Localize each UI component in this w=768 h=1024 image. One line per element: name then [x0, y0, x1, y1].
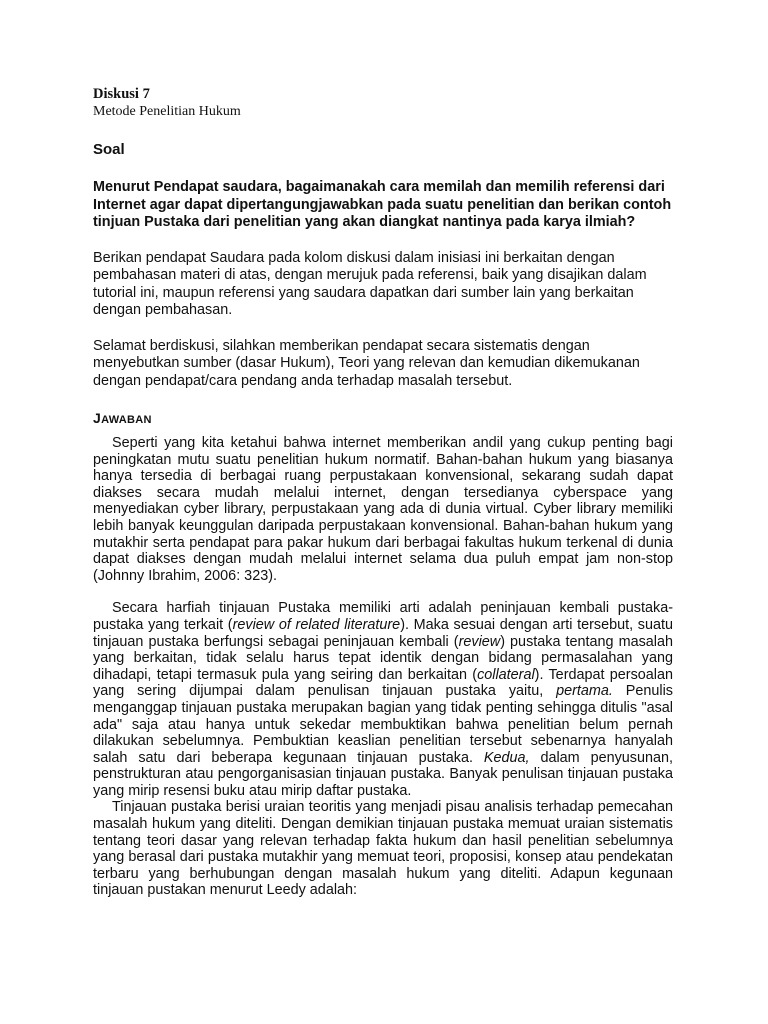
jawaban-heading [93, 410, 673, 426]
text-run: ) pustaka tentang masalah yang berkaitan, tidak selalu harus tepat identik dengan bidang permasalahan yang dihadapi, tetapi termasuk pula yang seiring dan berkaitan ( [93, 633, 673, 683]
soal-instruction-2: Selamat berdiskusi, silahkan memberikan pendapat secara sistematis dengan menyebutkan sumber (dasar Hukum), Teori yang relevan dan kemudian dikemukanan dengan pendapat/cara pendang anda terhadap masalah tersebut. [93, 337, 640, 389]
jawaban-heading-rest: AWABAN [101, 414, 152, 426]
italic-run: review [458, 633, 501, 650]
jawaban-paragraph-3: Tinjauan pustaka berisi uraian teoritis yang menjadi pisau analisis terhadap pemecahan masalah hukum yang diteliti. Dengan demikian tinjauan pustaka memuat uraian sistematis tentang teori dasar yang relevan terhadap fakta hukum dan hasil penelitian sebelumnya yang berasal dari pustaka mutakhir yang memuat teori, proposisi, konsep atau pendekatan terbaru yang berhubungan dengan masalah hukum yang diteliti. Adapun kegunaan tinjauan pustakan menurut Leedy adalah: [93, 799, 673, 899]
text-run: ). Maka sesuai dengan arti tersebut, suatu tinjauan pustaka berfungsi sebagai peninjauan kembali ( [93, 616, 674, 650]
text-run: dalam penyusunan, penstrukturan atau pengorganisasian tinjauan pustaka. Banyak penulisan tinjauan pustaka yang mirip resensi buku atau mirip daftar pustaka. [93, 749, 674, 799]
text-run: ). Terdapat persoalan yang sering dijumpai dalam penulisan tinjauan pustaka yaitu, [93, 666, 674, 700]
italic-run: review of related literature [232, 616, 401, 633]
soal-instruction-1: Berikan pendapat Saudara pada kolom diskusi dalam inisiasi ini berkaitan dengan pembahasan materi di atas, dengan merujuk pada referensi, baik yang disajikan dalam tutorial ini, maupun referensi yang saudara dapatkan dari sumber lain yang berkaitan dengan pembahasan. [93, 249, 647, 318]
italic-run: Kedua, [483, 749, 530, 766]
text-run: Penulis menganggap tinjauan pustaka merupakan bagian yang tidak penting sehingga ditulis "asal ada" saja atau hanya untuk sekedar membuktikan bahwa penelitian belum pernah dilakukan sebelumnya. Pembuktian keaslian penelitian tersebut sebenarnya hanyalah salah satu dari beberapa kegunaan tinjauan pustaka. [93, 683, 673, 766]
soal-question: Menurut Pendapat saudara, bagaimanakah cara memilah dan memilih referensi dari Internet agar dapat dipertangungjawabkan pada suatu penelitian dan berikan contoh tinjuan Pustaka dari penelitian yang akan diangkat nantinya pada karya ilmiah? [93, 179, 672, 230]
jawaban-paragraph-2 [93, 600, 673, 799]
document-title: Diskusi 7 [93, 86, 150, 102]
italic-run: pertama. [556, 683, 613, 700]
jawaban-paragraph-1: Seperti yang kita ketahui bahwa internet memberikan andil yang cukup penting bagi peningkatan mutu suatu penelitian hukum normatif. Bahan-bahan hukum yang biasanya hanya tersedia di berbagai ruang perpustakaan konvensional, sekarang sudah dapat diakses secara mudah melalui internet, dengan tersedianya cyberspace yang menyediakan cyber library, perpustakaan yang ada di dunia virtual. Cyber library memiliki lebih banyak keunggulan daripada perpustakaan konvensional. Bahan-bahan hukum yang mutakhir serta pendapat para pakar hukum dari berbagai fakultas hukum terkenal di dunia dapat diakses dengan mudah melalui internet selama dua puluh empat jam non-stop (Johnny Ibrahim, 2006: 323). [93, 435, 673, 584]
document-subtitle: Metode Penelitian Hukum [93, 104, 241, 119]
jawaban-heading-initial: J [93, 410, 102, 426]
soal-heading: Soal [93, 141, 125, 158]
text-run: Secara harfiah tinjauan Pustaka memiliki arti adalah peninjauan kembali pustaka-pustaka yang terkait ( [93, 600, 673, 633]
italic-run: collateral [477, 666, 535, 683]
